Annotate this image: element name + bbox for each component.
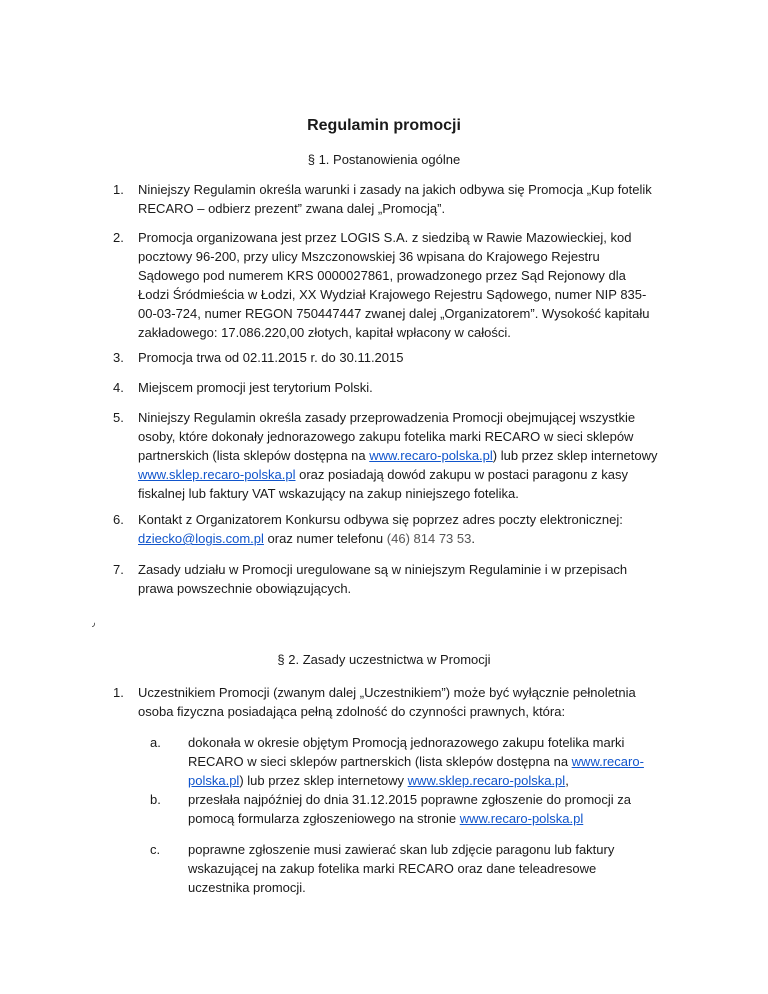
item-text-part: ) lub przez sklep internetowy <box>239 773 408 788</box>
item-number: 6. <box>113 512 124 527</box>
list-item <box>113 180 658 218</box>
document-title: Regulamin promocji <box>307 117 461 134</box>
sub-item-text <box>188 733 658 790</box>
item-number: 5. <box>113 410 124 425</box>
section-1-heading: § 1. Postanowienia ogólne <box>307 152 461 167</box>
sub-list-item <box>150 790 658 828</box>
item-number: 2. <box>113 230 124 245</box>
item-text-part: Niniejszy Regulamin określa zasady przeprowadzenia Promocji obejmującej wszystkie osoby, które dokonały jednorazowego zakupu fotelika marki RECARO w sieci sklepów partnerskich (lista sklepów dostępna na <box>138 410 636 463</box>
item-number: 1. <box>113 685 124 700</box>
item-text-part: dokonała w okresie objętym Promocją jednorazowego zakupu fotelika marki RECARO w sieci sklepów partnerskich (lista sklepów dostępna na <box>188 735 625 769</box>
stray-mark: ٫ <box>92 618 96 629</box>
item-text: Zasady udziału w Promocji uregulowane są w niniejszym Regulaminie i w przepisach prawa powszechnie obowiązujących. <box>138 562 628 596</box>
contact-phone: (46) 814 73 53 <box>386 531 472 546</box>
item-text: Uczestnikiem Promocji (zwanym dalej „Uczestnikiem”) może być wyłącznie pełnoletnia osoba fizyczna posiadająca pełną zdolność do czynności prawnych, która: <box>138 685 636 719</box>
item-text: Promocja organizowana jest przez LOGIS S.A. z siedzibą w Rawie Mazowieckiej, kod pocztowy 96-200, przy ulicy Mszczonowskiej 36 wpisana do Krajowego Rejestru Sądowego pod numerem KRS 0000027861, prowadzonego przez Sąd Rejonowy dla Łodzi Śródmieścia w Łodzi, XX Wydział Krajowego Rejestru Sądowego, numer NIP 835-00-03-724, numer REGON 750447447 zwanej dalej „Organizatorem”. Wysokość kapitału zakładowego: 17.086.220,00 złotych, kapitał wpłacony w całości. <box>138 230 650 340</box>
recaro-polska-link[interactable]: www.recaro-polska.pl <box>369 448 493 463</box>
item-text-part: . <box>471 531 475 546</box>
list-item <box>113 348 658 367</box>
sklep-recaro-polska-link[interactable]: www.sklep.recaro-polska.pl <box>138 467 296 482</box>
sub-item-letter: b. <box>150 792 161 807</box>
section-2-heading: § 2. Zasady uczestnictwa w Promocji <box>277 652 491 667</box>
item-text-part: , <box>565 773 569 788</box>
recaro-polska-link[interactable]: www.recaro-polska.pl <box>459 811 584 826</box>
list-item <box>113 560 658 598</box>
item-text-part: Kontakt z Organizatorem Konkursu odbywa się poprzez adres poczty elektronicznej: <box>138 512 623 527</box>
item-text-part: oraz numer telefonu <box>263 531 387 546</box>
item-text <box>138 408 658 503</box>
item-text: Promocja trwa od 02.11.2015 r. do 30.11.2015 <box>138 350 404 365</box>
item-text-part: przesłała najpóźniej do dnia 31.12.2015 poprawne zgłoszenie do promocji za pomocą formularza zgłoszeniowego na stronie <box>188 792 632 826</box>
list-item <box>113 510 658 548</box>
item-text-part: ) lub przez sklep internetowy <box>492 448 658 463</box>
item-text-part: oraz posiadają dowód zakupu w postaci paragonu z kasy fiskalnej lub faktury VAT wskazujący na zakup niniejszego fotelika. <box>138 467 628 501</box>
sub-item-letter: c. <box>150 842 161 857</box>
item-number: 7. <box>113 562 124 577</box>
item-number: 4. <box>113 380 124 395</box>
sub-item-letter: a. <box>150 735 161 750</box>
sub-list-item <box>150 733 658 790</box>
item-text: Niniejszy Regulamin określa warunki i zasady na jakich odbywa się Promocja „Kup fotelik RECARO – odbierz prezent” zwana dalej „Promocją”. <box>138 182 652 216</box>
sub-list-item <box>150 840 658 897</box>
recaro-polska-link[interactable]: www.recaro-polska.pl <box>188 754 644 788</box>
contact-email-link[interactable]: dziecko@logis.com.pl <box>138 531 264 546</box>
sub-item-text: poprawne zgłoszenie musi zawierać skan lub zdjęcie paragonu lub faktury wskazującej na zakup fotelika marki RECARO oraz dane teleadresowe uczestnika promocji. <box>188 842 615 895</box>
item-text: Miejscem promocji jest terytorium Polski. <box>138 380 373 395</box>
list-item <box>113 378 658 397</box>
item-number: 1. <box>113 182 124 197</box>
item-number: 3. <box>113 350 124 365</box>
list-item <box>113 683 658 721</box>
sub-item-text <box>188 790 658 828</box>
sklep-recaro-polska-link[interactable]: www.sklep.recaro-polska.pl <box>407 773 566 788</box>
list-item <box>113 408 658 503</box>
list-item <box>113 228 658 342</box>
item-text <box>138 510 658 548</box>
